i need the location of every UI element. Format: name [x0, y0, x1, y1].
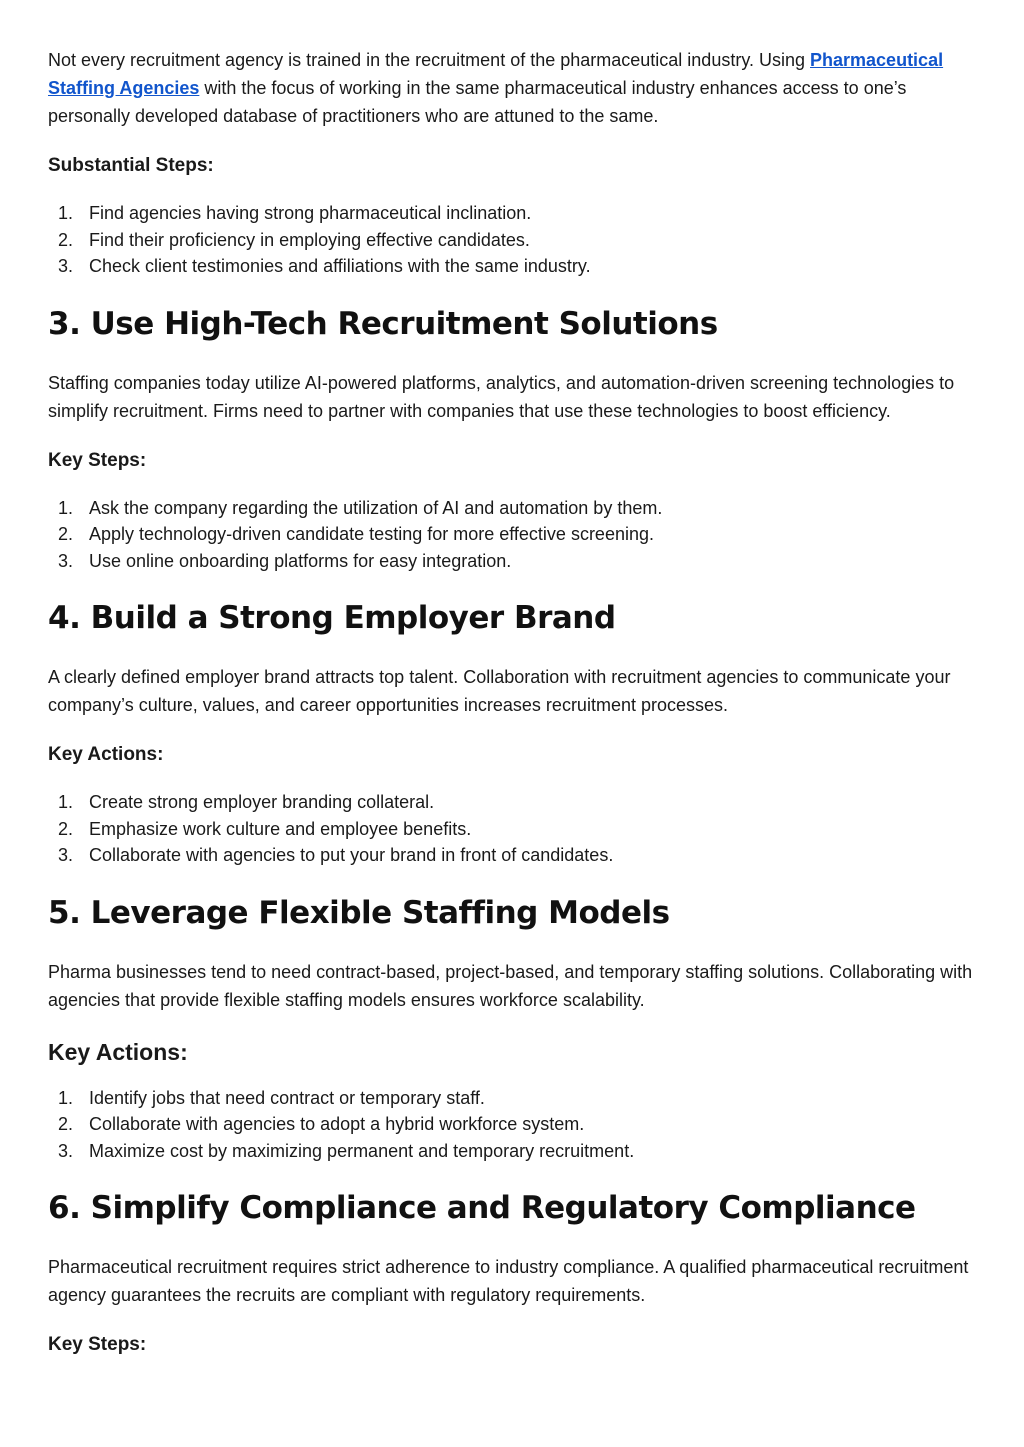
key-actions-label: Key Actions:: [48, 1038, 188, 1065]
pharmaceutical-staffing-agencies-link[interactable]: Pharmaceutical Staffing Agencies: [48, 50, 944, 98]
list-number: 3.: [58, 256, 74, 276]
list-number: 1.: [58, 497, 74, 518]
list-number: 2.: [58, 818, 74, 839]
list-number: 3.: [58, 550, 74, 571]
list-item: [48, 495, 978, 522]
list-item-text: Apply technology-driven candidate testing for more effective screening.: [89, 524, 654, 544]
section-heading-high-tech: 3. Use High-Tech Recruitment Solutions: [48, 305, 718, 342]
list-item: [48, 1111, 978, 1138]
intro-paragraph: [48, 46, 978, 130]
list-number: 1.: [58, 203, 74, 223]
list-item-text: Find their proficiency in employing effective candidates.: [89, 229, 530, 250]
list-item-text: Check client testimonies and affiliations with the same industry.: [89, 256, 591, 276]
list-item: [48, 548, 978, 575]
list-item-text: Use online onboarding platforms for easy integration.: [89, 550, 512, 571]
list-item: [48, 1138, 978, 1165]
intro-text-after-link: with the focus of working in the same pharmaceutical industry enhances access to one’s personally developed database of practitioners who are attuned to the same.: [48, 78, 907, 126]
list-item-text: Emphasize work culture and employee benefits.: [89, 818, 472, 839]
flexible-staffing-actions-list: [48, 1085, 978, 1165]
list-item-text: Create strong employer branding collateral.: [89, 792, 435, 812]
key-steps-label: Key Steps:: [48, 1334, 147, 1355]
high-tech-steps-list: [48, 495, 978, 575]
list-item: [48, 789, 978, 816]
section-heading-flexible-staffing: 5. Leverage Flexible Staffing Models: [48, 894, 670, 931]
list-number: 2.: [58, 229, 74, 250]
list-item: [48, 200, 978, 227]
list-item: [48, 227, 978, 254]
list-item-text: Find agencies having strong pharmaceutical inclination.: [89, 203, 532, 223]
list-item: [48, 842, 978, 869]
list-item-text: Maximize cost by maximizing permanent and temporary recruitment.: [89, 1140, 635, 1161]
article-body: [48, 46, 978, 1379]
list-number: 2.: [58, 1114, 74, 1134]
list-item: [48, 253, 978, 280]
employer-brand-actions-list: [48, 789, 978, 869]
list-number: 2.: [58, 524, 74, 544]
list-item: [48, 521, 978, 548]
section-paragraph-high-tech: Staffing companies today utilize AI-powered platforms, analytics, and automation-driven screening technologies to simplify recruitment. Firms need to partner with companies that use these technologies to boost efficiency.: [48, 372, 955, 421]
section-paragraph-compliance: Pharmaceutical recruitment requires strict adherence to industry compliance. A qualified pharmaceutical recruitment agency guarantees the recruits are compliant with regulatory requirements.: [48, 1257, 969, 1305]
substantial-steps-label: Substantial Steps:: [48, 155, 214, 176]
section-paragraph-flexible-staffing: Pharma businesses tend to need contract-based, project-based, and temporary staffing solutions. Collaborating with agencies that provide flexible staffing models ensures workforce scalability.: [48, 961, 973, 1010]
section-paragraph-employer-brand: A clearly defined employer brand attracts top talent. Collaboration with recruitment agencies to communicate your company’s culture, values, and career opportunities increases recruitment processes.: [48, 667, 951, 715]
list-item: [48, 1085, 978, 1112]
list-item: [48, 816, 978, 843]
substantial-steps-list: [48, 200, 978, 280]
intro-text-before-link: Not every recruitment agency is trained in the recruitment of the pharmaceutical industry. Using: [48, 50, 811, 70]
key-actions-label: Key Actions:: [48, 744, 164, 765]
list-item-text: Ask the company regarding the utilization of AI and automation by them.: [89, 497, 663, 518]
list-number: 3.: [58, 845, 74, 865]
list-number: 1.: [58, 1087, 74, 1108]
list-item-text: Collaborate with agencies to adopt a hybrid workforce system.: [89, 1114, 585, 1134]
list-number: 1.: [58, 792, 74, 812]
section-heading-employer-brand: 4. Build a Strong Employer Brand: [48, 600, 616, 636]
list-item-text: Collaborate with agencies to put your brand in front of candidates.: [89, 845, 614, 865]
list-item-text: Identify jobs that need contract or temporary staff.: [89, 1087, 485, 1108]
key-steps-label: Key Steps:: [48, 449, 147, 471]
list-number: 3.: [58, 1140, 74, 1161]
section-heading-compliance: 6. Simplify Compliance and Regulatory Compliance: [48, 1190, 916, 1226]
